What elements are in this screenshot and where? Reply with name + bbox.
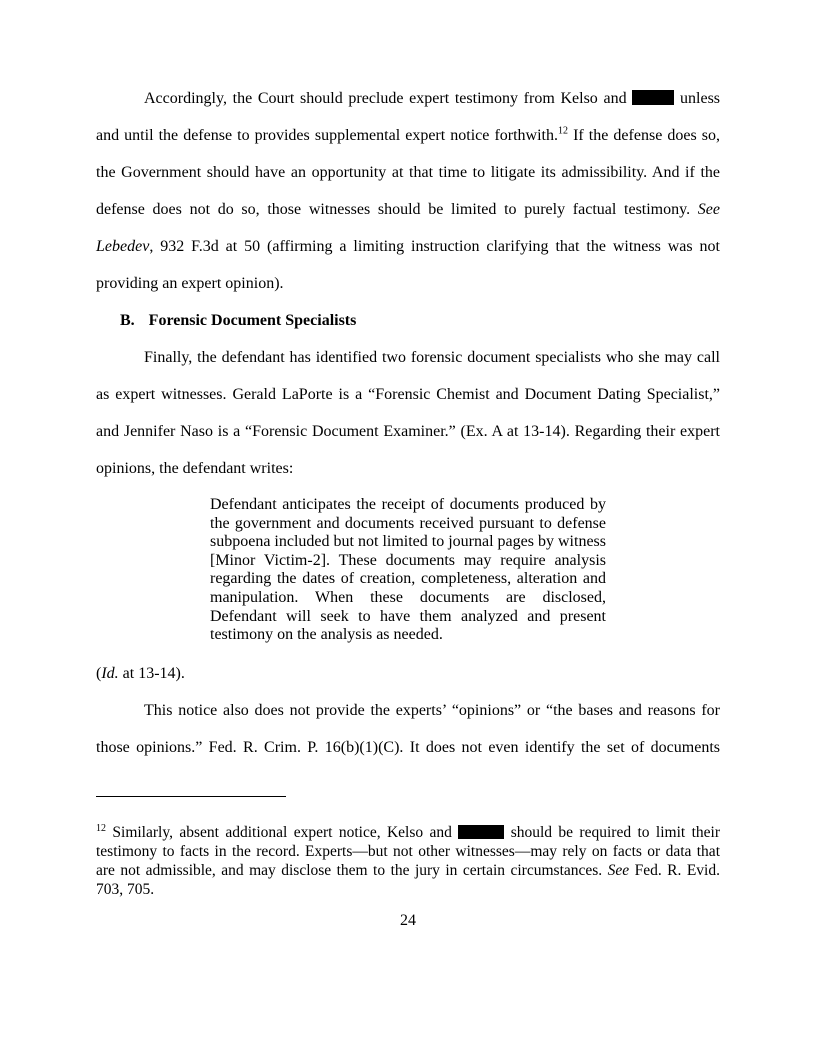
- para1-text-1: Accordingly, the Court should preclude expert testimony from Kelso and: [144, 90, 627, 107]
- paragraph-2: Finally, the defendant has identified two forensic document specialists who she may call as expert witnesses. Gerald LaPorte is a “Forensic Chemist and Document Dating Specialist,” and Jennifer Naso is a “Forensic Document Examiner.” (Ex. A at 13-14). Regarding their expert opinions, the defendant writes:: [96, 349, 720, 477]
- see-citation-italic: See: [607, 862, 630, 879]
- footnote-ref-12: 12: [558, 125, 568, 137]
- heading-text: Forensic Document Specialists: [148, 312, 357, 329]
- cite-open-paren: (: [96, 664, 102, 682]
- footnote-text-3: Fed. R. Evid. 703, 705.: [96, 862, 720, 898]
- para1-text-4: , 932 F.3d at 50 (affirming a limiting instruction clarifying that the witness was not providing an expert opinion).: [96, 238, 720, 292]
- para1-text-2: unless and until the defense to provides supplemental expert notice forthwith.: [96, 90, 721, 144]
- footnote-text-2: should be required to limit their testimony to facts in the record. Experts—but not other witnesses—may rely on facts or data that are not admissible, and may disclose them to the jury in certain circumstances.: [96, 824, 720, 879]
- redaction-box: [632, 90, 674, 105]
- id-citation-italic: Id.: [101, 664, 119, 682]
- footnote-text-1: Similarly, absent additional expert notice, Kelso and: [112, 824, 452, 841]
- footnote-area: [96, 796, 720, 899]
- section-heading-b: [96, 302, 720, 339]
- page-number: 24: [400, 912, 416, 929]
- heading-label: B.: [120, 312, 135, 329]
- paragraph-1: [96, 80, 720, 302]
- quote-citation: [96, 655, 720, 692]
- footnote-number: 12: [96, 822, 106, 834]
- paragraph-3: This notice also does not provide the experts’ “opinions” or “the bases and reasons for those opinions.” Fed. R. Crim. P. 16(b)(1)(C). It does not even identify the set of documents: [96, 701, 720, 756]
- footnote-separator: [96, 796, 286, 797]
- block-quote: Defendant anticipates the receipt of documents produced by the government and documents received pursuant to defense subpoena included but not limited to journal pages by witness [Minor Victim-2]. These documents may require analysis regarding the dates of creation, completeness, alteration and manipulation. When these documents are disclosed, Defendant will seek to have them analyzed and present testimony on the analysis as needed.: [210, 496, 606, 644]
- case-citation-italic: See Lebedev: [96, 201, 720, 255]
- redaction-box-footnote: [458, 825, 504, 839]
- cite-rest: at 13-14).: [118, 664, 185, 682]
- page-body: [96, 80, 720, 766]
- para1-text-3: If the defense does so, the Government should have an opportunity at that time to litigate its admissibility. And if the defense does not do so, those witnesses should be limited to purely factual testimony.: [96, 127, 720, 218]
- footnote-12: [96, 823, 720, 899]
